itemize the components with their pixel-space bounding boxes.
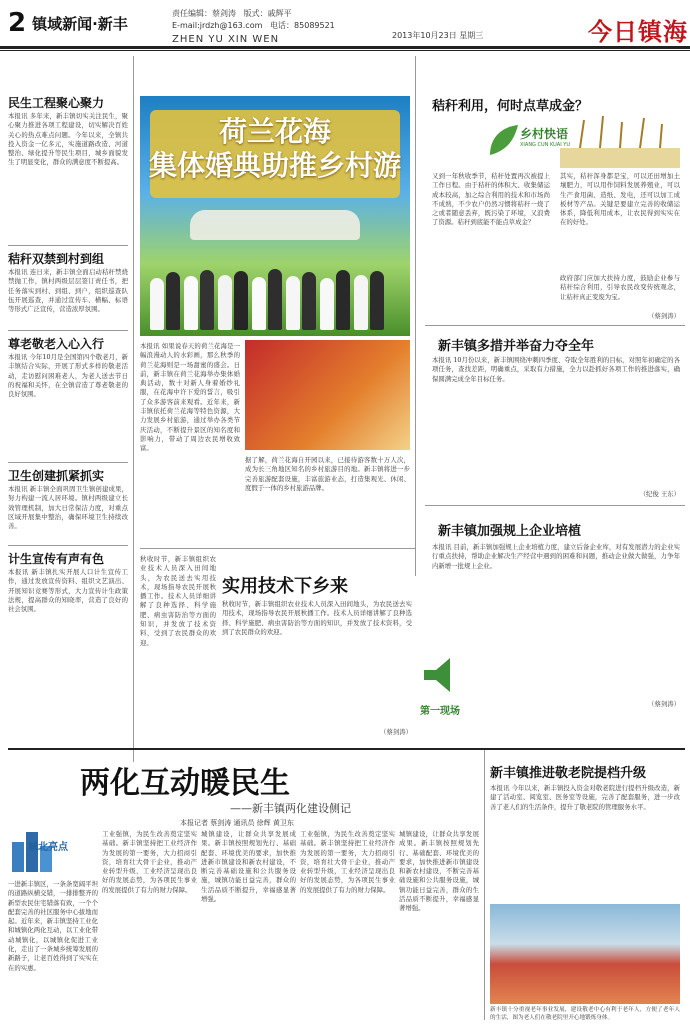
feature-body-5: 城镇建设，让群众共享发展成果。新丰镇按照规划先行、基础配套、环境优美的要求，加快推进新市镇建设和新农村建设，不断完善基础设施和公共服务设施，城镇功能日益完善，群众的生活品质不断提升，幸福感显著增强。 (399, 830, 479, 913)
commentary-body-3: 政府部门应加大扶持力度，鼓励企业参与秸秆综合利用，引导农民改变传统观念，让秸秆真正变废为宝。 (560, 274, 680, 301)
phone-contact: 电话：85089521 (270, 21, 335, 30)
feature-body-2: 工业强镇，为民生改善奠定坚实基础。新丰镇坚持把工业经济作为发展的第一要务，大力招商引资，培育壮大骨干企业，推动产业转型升级，工业经济呈现出良好的发展态势，为各项民生事业的发展提供了有力的财力保障。 (102, 830, 197, 894)
feature-body-4: 工业强镇，为民生改善奠定坚实基础。新丰镇坚持把工业经济作为发展的第一要务，大力招商引资，培育壮大骨干企业，推动产业转型升级，工业经济呈现出良好的发展态势，为各项民生事业的发展提供了有力的财力保障。 (300, 830, 395, 894)
email-contact[interactable]: E-mail:jrdzh@163.com (172, 21, 263, 30)
article-title[interactable]: 新丰镇多措并举奋力夺全年 (438, 339, 595, 354)
issue-date: 2013年10月23日 星期三 (392, 31, 484, 40)
column-divider (133, 56, 134, 762)
bottom-photo[interactable] (490, 904, 680, 1004)
divider (8, 330, 128, 331)
section-pinyin: ZHEN YU XIN WEN (172, 34, 280, 45)
article-title[interactable]: 新丰镇推进敬老院提档升级 (490, 766, 647, 781)
editor-credit: 责任编辑：蔡剑涛 (172, 9, 236, 18)
divider (140, 548, 415, 549)
tech-body-cont: 秋收时节，新丰镇组织农业技术人员深入田间地头，为农民送去实用技术，现场指导农民开展秋播工作。技术人员详细讲解了良种选择、科学施肥、病虫害防治等方面的知识，并发放了技术资料，受到了农民群众的欢迎。 (222, 600, 412, 636)
column-tag-pinyin: XIANG CUN KUAI YU (520, 142, 571, 148)
tech-tag: 第一现场 (420, 706, 460, 717)
illustration (560, 108, 680, 168)
article-body: 本报讯 今年以来，新丰镇投入资金对敬老院进行提档升级改造，新建了活动室、阅览室、医务室等设施，完善了配套服务，进一步改善了老人们的生活条件，提升了敬老院的管理服务水平。 (490, 784, 680, 811)
commentary-title[interactable]: 秸秆利用，何时点草成金？ (432, 99, 589, 114)
article-body: 本报讯 连日来，新丰镇全面启动秸秆禁烧禁抛工作，镇村两级层层签订责任书，把任务落实到村、到组、到户，组织巡查队伍开展巡查，并通过宣传车、横幅、标语等形式广泛宣传，营造浓厚氛围。 (8, 268, 128, 314)
article-title[interactable]: 新丰镇加强规上企业培植 (438, 524, 582, 539)
wheat-field-icon (560, 108, 680, 168)
article-title[interactable]: 尊老敬老入心入行 (8, 337, 105, 351)
article-title[interactable]: 民生工程聚心聚力 (8, 96, 105, 110)
lead-title[interactable] (140, 115, 410, 183)
article-body: 本报讯 今年10月是全国第四个敬老月，新丰镇结合实际，开展了形式多样的敬老活动，走访慰问困难老人，为老人送去节日的祝福和关怀，在全镇营造了尊老敬老的良好氛围。 (8, 353, 128, 399)
newspaper-logo: 今日镇海 (588, 17, 688, 46)
column-tag-label: 乡村快语 (520, 127, 569, 141)
inset-photo[interactable] (245, 340, 410, 450)
divider (425, 325, 685, 326)
article-byline: （纪俊 王东） (639, 490, 680, 498)
tech-byline: （蔡剑涛） (380, 728, 412, 736)
floral-arch (190, 210, 360, 240)
tech-title[interactable]: 实用技术下乡来 (222, 576, 348, 597)
column-divider (484, 750, 485, 1020)
article-body: 本报讯 新丰镇全面巩固卫生镇创建成果，努力构建一流人居环境。镇村两级建立长效管理机制，加大日常保洁力度，对重点区域开展集中整治，确保环境卫生持续改善。 (8, 485, 128, 531)
tech-body: 秋收时节，新丰镇组织农业技术人员深入田间地头，为农民送去实用技术，现场指导农民开展秋播工作。技术人员详细讲解了良种选择、科学施肥、病虫害防治等方面的知识，并发放了技术资料，受到了农民群众的欢迎。 (140, 555, 216, 647)
lead-title-line1: 荷兰花海 (218, 115, 331, 148)
designer-credit: 版式：戚辉平 (243, 9, 292, 18)
section-rule (8, 748, 685, 750)
lead-body: 本报讯 如果说春天的荷兰花海是一幅浪漫动人的水彩画，那么秋季的荷兰花海则是一场甜蜜的盛会。日前，新丰镇在荷兰花海举办集体婚典活动，数十对新人身着婚纱礼服，在花海中许下爱的誓言，吸引了众多游客前来观看。近年来，新丰镇依托荷兰花海等特色资源，大力发展乡村旅游，通过举办各类节庆活动，不断提升景区的知名度和影响力，带动了周边农民增收致富。 (140, 342, 240, 453)
scene-icon (420, 650, 460, 700)
wedding-couples (150, 260, 400, 330)
article-body: 本报讯 新丰镇扎实开展人口计生宣传工作，通过发放宣传资料、组织文艺演出、开展知识竞赛等形式，大力宣传计生政策法规，提高群众的知晓率，营造了良好的社会氛围。 (8, 568, 128, 614)
feature-body-3: 城镇建设，让群众共享发展成果。新丰镇按照规划先行、基础配套、环境优美的要求，加快推进新市镇建设和新农村建设，不断完善基础设施和公共服务设施，城镇功能日益完善，群众的生活品质不断提升，幸福感显著增强。 (201, 830, 296, 904)
lead-body-continued: 据了解，荷兰花海自开园以来，已接待游客数十万人次，成为长三角地区知名的乡村旅游目的地。新丰镇将进一步完善旅游配套设施，丰富旅游业态，打造集观光、休闲、度假于一体的乡村旅游品牌。 (245, 456, 410, 492)
feature-byline: 本报记者 蔡剑涛 通讯员 徐辉 黄卫东 (180, 819, 294, 827)
article-body: 本报讯 目前，新丰镇加强规上企业培植力度，建立后备企业库，对有发展潜力的企业实行重点扶持，帮助企业解决生产经营中遇到的困难和问题，推动企业做大做强，力争年内新增一批规上企业。 (432, 543, 680, 570)
photo-caption: 新丰镇十分重视老年事业发展，建设敬老中心有利于老年人，方便了老年人的生活，图为老人们在敬老院里开心地锻炼身体。 (490, 1007, 680, 1021)
feature-subtitle: ——新丰镇两化建设侧记 (230, 802, 351, 815)
divider (8, 462, 128, 463)
section-number: 2 (8, 8, 27, 38)
article-byline: （蔡剑涛） (648, 700, 680, 708)
feature-title[interactable]: 两化互动暖民生 (80, 766, 290, 801)
feature-tag-label: 城北亮点 (28, 842, 68, 853)
article-title[interactable]: 卫生创建抓紧抓实 (8, 469, 105, 483)
article-title[interactable]: 计生宣传有声有色 (8, 552, 105, 566)
commentary-body-2: 其实，秸秆浑身都是宝，可以还田增加土壤肥力，可以用作饲料发展养殖业，可以生产食用菌、造纸、发电，还可以加工成板材等产品。关键是要建立完善的收储运体系，降低利用成本，让农民得到实实在在的好处。 (560, 172, 680, 227)
commentary-byline: （蔡剑涛） (648, 312, 680, 320)
article-body: 本报讯 多年来，新丰镇切实关注民生，聚心聚力推进各项工程建设，切实解决百姓关心的热点难点问题。今年以来，全镇共投入资金一亿多元，实施道路改造、河道整治、绿化提升等民生项目，城乡面貌发生了明显变化，群众的满意度不断提高。 (8, 112, 128, 167)
section-name: 镇域新闻·新丰 (32, 14, 128, 33)
lead-title-line2: 集体婚典助推乡村游 (148, 149, 401, 182)
section-header (8, 8, 148, 38)
commentary-body: 又到一年秋收季节，秸秆处置再次被提上工作日程。由于秸秆的体积大、收集储运成本较高，加之综合利用的技术和市场尚不成熟，不少农户仍然习惯将秸秆一烧了之或者随意丢弃，既污染了环境，又浪费了资源。秸秆到底能不能点草成金？ (432, 172, 550, 227)
loudspeaker-icon (420, 650, 460, 700)
article-body: 本报讯 10月份以来，新丰镇围绕冲刺四季度、夺取全年胜利的目标，对照年初确定的各项任务，查找差距，明确重点，采取有力措施，全力以赴抓好各项工作的推进落实，确保圆满完成全年目标任务。 (432, 356, 680, 383)
divider (425, 505, 685, 506)
header-rule (0, 46, 690, 49)
divider (8, 545, 128, 546)
divider (8, 245, 128, 246)
masthead-meta (172, 8, 392, 32)
header-rule-thin (0, 50, 690, 51)
feature-body: 一进新丰镇区，一条条宽阔平坦的道路纵横交错，一排排整齐的新型农民住宅错落有致，一个个配套完善的社区服务中心拔地而起。近年来，新丰镇坚持工业化和城镇化两化互动，以工业化带动城镇化，以城镇化促进工业化，走出了一条城乡统筹发展的新路子，让老百姓得到了实实在在的实惠。 (8, 880, 98, 972)
article-title[interactable]: 秸秆双禁到村到组 (8, 252, 105, 266)
column-divider (415, 56, 416, 576)
